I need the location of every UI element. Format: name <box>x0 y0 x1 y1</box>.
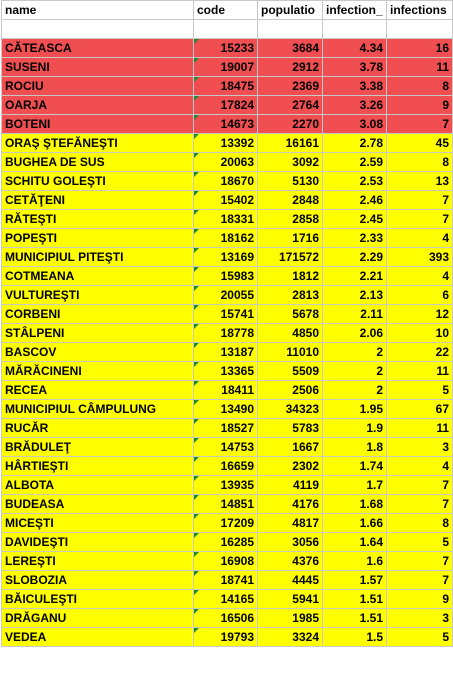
cell-infection-rate[interactable]: 1.7 <box>323 476 387 495</box>
table-row <box>2 96 453 115</box>
cell-population[interactable]: 5678 <box>258 305 323 324</box>
cell-name[interactable]: VEDEA <box>2 628 194 647</box>
table-row <box>2 210 453 229</box>
cell-code[interactable]: 19793 <box>194 628 258 647</box>
cell-population[interactable]: 4850 <box>258 324 323 343</box>
cell-population[interactable]: 4176 <box>258 495 323 514</box>
cell-name[interactable]: RUCĂR <box>2 419 194 438</box>
cell-infection-rate[interactable]: 4.34 <box>323 39 387 58</box>
cell-code[interactable]: 14165 <box>194 590 258 609</box>
cell-population[interactable]: 3684 <box>258 39 323 58</box>
header-cell-code[interactable]: code <box>194 1 258 20</box>
cell-infection-rate[interactable]: 1.66 <box>323 514 387 533</box>
table-row <box>2 590 453 609</box>
cell-name[interactable]: SUSENI <box>2 58 194 77</box>
cell-population[interactable]: 5130 <box>258 172 323 191</box>
cell-population[interactable]: 1812 <box>258 267 323 286</box>
cell-code[interactable]: 15402 <box>194 191 258 210</box>
table-row <box>2 58 453 77</box>
cell-name[interactable]: ROCIU <box>2 77 194 96</box>
table-row <box>2 571 453 590</box>
cell-name[interactable]: BUDEASA <box>2 495 194 514</box>
cell-infections[interactable]: 11 <box>387 58 453 77</box>
cell-code[interactable]: 16908 <box>194 552 258 571</box>
cell-infections[interactable]: 67 <box>387 400 453 419</box>
cell-infection-rate[interactable]: 1.64 <box>323 533 387 552</box>
cell-infections[interactable]: 7 <box>387 476 453 495</box>
table-row <box>2 438 453 457</box>
cell-code[interactable]: 13187 <box>194 343 258 362</box>
cell-infections[interactable]: 7 <box>387 115 453 134</box>
cell-name[interactable]: BASCOV <box>2 343 194 362</box>
cell-infection-rate[interactable]: 1.51 <box>323 609 387 628</box>
table-row <box>2 153 453 172</box>
cell-population[interactable]: 11010 <box>258 343 323 362</box>
cell-population[interactable]: 3056 <box>258 533 323 552</box>
cell-infections[interactable]: 10 <box>387 324 453 343</box>
cell-infections[interactable]: 22 <box>387 343 453 362</box>
cell-infections[interactable]: 11 <box>387 419 453 438</box>
cell-infections[interactable]: 7 <box>387 552 453 571</box>
table-row <box>2 533 453 552</box>
spreadsheet-table <box>1 0 453 647</box>
cell-infections[interactable]: 8 <box>387 77 453 96</box>
cell-code[interactable]: 15233 <box>194 39 258 58</box>
cell-name[interactable]: SLOBOZIA <box>2 571 194 590</box>
cell-name[interactable]: CORBENI <box>2 305 194 324</box>
table-row <box>2 343 453 362</box>
table-row <box>2 457 453 476</box>
table-row <box>2 552 453 571</box>
cell-code[interactable]: 18162 <box>194 229 258 248</box>
cell-infections[interactable]: 8 <box>387 514 453 533</box>
cell-infection-rate[interactable]: 1.9 <box>323 419 387 438</box>
cell-population[interactable]: 2858 <box>258 210 323 229</box>
cell-population[interactable]: 2506 <box>258 381 323 400</box>
cell-population[interactable]: 2813 <box>258 286 323 305</box>
cell-name[interactable]: RĂTEŞTI <box>2 210 194 229</box>
cell-infection-rate[interactable]: 2.11 <box>323 305 387 324</box>
table-row <box>2 419 453 438</box>
cell-population[interactable]: 4376 <box>258 552 323 571</box>
cell-name[interactable]: ORAŞ ŞTEFĂNEŞTI <box>2 134 194 153</box>
cell-infection-rate[interactable]: 2.29 <box>323 248 387 267</box>
cell-infection-rate[interactable]: 2 <box>323 343 387 362</box>
cell-population[interactable]: 2912 <box>258 58 323 77</box>
cell-infection-rate[interactable]: 1.6 <box>323 552 387 571</box>
cell-infections[interactable]: 5 <box>387 533 453 552</box>
cell-name[interactable]: MUNICIPIUL CÂMPULUNG <box>2 400 194 419</box>
header-cell-infection-rate[interactable]: infection_ <box>323 1 387 20</box>
cell-name[interactable]: BRĂDULEŢ <box>2 438 194 457</box>
table-row <box>2 381 453 400</box>
empty-row <box>2 20 453 39</box>
cell-name[interactable]: CETĂŢENI <box>2 191 194 210</box>
cell-infection-rate[interactable]: 1.95 <box>323 400 387 419</box>
cell-infections[interactable]: 4 <box>387 457 453 476</box>
cell-code[interactable]: 13490 <box>194 400 258 419</box>
cell-population[interactable]: 5783 <box>258 419 323 438</box>
cell-infection-rate[interactable]: 1.74 <box>323 457 387 476</box>
table-row <box>2 115 453 134</box>
cell-infections[interactable]: 5 <box>387 628 453 647</box>
cell-code[interactable]: 18741 <box>194 571 258 590</box>
cell-code[interactable]: 17824 <box>194 96 258 115</box>
cell-code[interactable]: 20063 <box>194 153 258 172</box>
cell-code[interactable]: 13935 <box>194 476 258 495</box>
cell-population[interactable]: 2270 <box>258 115 323 134</box>
cell-population[interactable]: 34323 <box>258 400 323 419</box>
cell-code[interactable]: 13169 <box>194 248 258 267</box>
cell-infections[interactable]: 7 <box>387 210 453 229</box>
cell-infection-rate[interactable]: 2 <box>323 381 387 400</box>
cell-infection-rate[interactable]: 2.45 <box>323 210 387 229</box>
table-row <box>2 362 453 381</box>
cell-name[interactable]: OARJA <box>2 96 194 115</box>
cell-code[interactable]: 16285 <box>194 533 258 552</box>
table-row <box>2 77 453 96</box>
table-row <box>2 628 453 647</box>
cell-code[interactable]: 16659 <box>194 457 258 476</box>
cell-population[interactable]: 1716 <box>258 229 323 248</box>
cell-code[interactable]: 15741 <box>194 305 258 324</box>
cell-name[interactable]: DRĂGANU <box>2 609 194 628</box>
cell-population[interactable]: 2764 <box>258 96 323 115</box>
cell-population[interactable]: 1667 <box>258 438 323 457</box>
empty-cell[interactable] <box>258 20 323 39</box>
cell-code[interactable]: 14673 <box>194 115 258 134</box>
cell-population[interactable]: 5509 <box>258 362 323 381</box>
cell-infections[interactable]: 16 <box>387 39 453 58</box>
cell-population[interactable]: 171572 <box>258 248 323 267</box>
cell-infections[interactable]: 12 <box>387 305 453 324</box>
cell-name[interactable]: MĂRĂCINENI <box>2 362 194 381</box>
cell-name[interactable]: VULTUREŞTI <box>2 286 194 305</box>
cell-code[interactable]: 18331 <box>194 210 258 229</box>
cell-code[interactable]: 14851 <box>194 495 258 514</box>
cell-population[interactable]: 4817 <box>258 514 323 533</box>
cell-infection-rate[interactable]: 3.26 <box>323 96 387 115</box>
table-row <box>2 495 453 514</box>
cell-infections[interactable]: 13 <box>387 172 453 191</box>
header-cell-population[interactable]: populatio <box>258 1 323 20</box>
cell-population[interactable]: 4445 <box>258 571 323 590</box>
cell-code[interactable]: 19007 <box>194 58 258 77</box>
cell-name[interactable]: MUNICIPIUL PITEŞTI <box>2 248 194 267</box>
cell-code[interactable]: 18778 <box>194 324 258 343</box>
cell-infections[interactable]: 6 <box>387 286 453 305</box>
cell-name[interactable]: DAVIDEŞTI <box>2 533 194 552</box>
header-cell-name[interactable]: name <box>2 1 194 20</box>
cell-code[interactable]: 18670 <box>194 172 258 191</box>
cell-code[interactable]: 17209 <box>194 514 258 533</box>
table-row <box>2 267 453 286</box>
cell-population[interactable]: 4119 <box>258 476 323 495</box>
cell-infection-rate[interactable]: 1.57 <box>323 571 387 590</box>
table-row <box>2 305 453 324</box>
cell-infections[interactable]: 393 <box>387 248 453 267</box>
table-row <box>2 229 453 248</box>
cell-name[interactable]: COTMEANA <box>2 267 194 286</box>
cell-infections[interactable]: 7 <box>387 495 453 514</box>
cell-population[interactable]: 2848 <box>258 191 323 210</box>
cell-infection-rate[interactable]: 2.06 <box>323 324 387 343</box>
cell-infection-rate[interactable]: 2.59 <box>323 153 387 172</box>
cell-name[interactable]: BĂICULEŞTI <box>2 590 194 609</box>
cell-infection-rate[interactable]: 2.21 <box>323 267 387 286</box>
cell-infection-rate[interactable]: 1.68 <box>323 495 387 514</box>
cell-infection-rate[interactable]: 2.53 <box>323 172 387 191</box>
header-cell-infections[interactable]: infections <box>387 1 453 20</box>
cell-code[interactable]: 14753 <box>194 438 258 457</box>
cell-population[interactable]: 3092 <box>258 153 323 172</box>
cell-name[interactable]: POPEŞTI <box>2 229 194 248</box>
cell-name[interactable]: BUGHEA DE SUS <box>2 153 194 172</box>
cell-infections[interactable]: 4 <box>387 229 453 248</box>
cell-infections[interactable]: 7 <box>387 571 453 590</box>
empty-cell[interactable] <box>387 20 453 39</box>
cell-population[interactable]: 1985 <box>258 609 323 628</box>
table-row <box>2 609 453 628</box>
cell-name[interactable]: MICEŞTI <box>2 514 194 533</box>
cell-code[interactable]: 20055 <box>194 286 258 305</box>
cell-infections[interactable]: 7 <box>387 191 453 210</box>
cell-population[interactable]: 16161 <box>258 134 323 153</box>
table-row <box>2 134 453 153</box>
cell-infection-rate[interactable]: 2.13 <box>323 286 387 305</box>
cell-infections[interactable]: 45 <box>387 134 453 153</box>
cell-infection-rate[interactable]: 2.46 <box>323 191 387 210</box>
cell-code[interactable]: 13365 <box>194 362 258 381</box>
table-row <box>2 476 453 495</box>
table-row <box>2 191 453 210</box>
cell-infections[interactable]: 5 <box>387 381 453 400</box>
cell-infection-rate[interactable]: 3.38 <box>323 77 387 96</box>
cell-infection-rate[interactable]: 3.78 <box>323 58 387 77</box>
table-row <box>2 514 453 533</box>
cell-name[interactable]: LEREŞTI <box>2 552 194 571</box>
cell-name[interactable]: STÂLPENI <box>2 324 194 343</box>
cell-infection-rate[interactable]: 2.78 <box>323 134 387 153</box>
cell-infections[interactable]: 11 <box>387 362 453 381</box>
cell-name[interactable]: HÂRTIEŞTI <box>2 457 194 476</box>
cell-infections[interactable]: 9 <box>387 590 453 609</box>
cell-code[interactable]: 18527 <box>194 419 258 438</box>
cell-infections[interactable]: 4 <box>387 267 453 286</box>
cell-population[interactable]: 2369 <box>258 77 323 96</box>
cell-infection-rate[interactable]: 1.51 <box>323 590 387 609</box>
empty-cell[interactable] <box>323 20 387 39</box>
cell-infection-rate[interactable]: 3.08 <box>323 115 387 134</box>
header-row <box>2 1 453 20</box>
cell-name[interactable]: BOTENI <box>2 115 194 134</box>
cell-code[interactable]: 18475 <box>194 77 258 96</box>
table-row <box>2 172 453 191</box>
cell-population[interactable]: 2302 <box>258 457 323 476</box>
cell-infections[interactable]: 3 <box>387 438 453 457</box>
cell-population[interactable]: 3324 <box>258 628 323 647</box>
cell-infections[interactable]: 9 <box>387 96 453 115</box>
empty-cell[interactable] <box>2 20 194 39</box>
cell-code[interactable]: 15983 <box>194 267 258 286</box>
cell-infection-rate[interactable]: 2.33 <box>323 229 387 248</box>
cell-infection-rate[interactable]: 2 <box>323 362 387 381</box>
table-row <box>2 400 453 419</box>
cell-infection-rate[interactable]: 1.5 <box>323 628 387 647</box>
cell-name[interactable]: RECEA <box>2 381 194 400</box>
table-row <box>2 324 453 343</box>
cell-code[interactable]: 13392 <box>194 134 258 153</box>
cell-name[interactable]: CĂTEASCA <box>2 39 194 58</box>
cell-infections[interactable]: 3 <box>387 609 453 628</box>
empty-cell[interactable] <box>194 20 258 39</box>
table-row <box>2 286 453 305</box>
table-row <box>2 39 453 58</box>
cell-code[interactable]: 16506 <box>194 609 258 628</box>
cell-infections[interactable]: 8 <box>387 153 453 172</box>
cell-name[interactable]: SCHITU GOLEŞTI <box>2 172 194 191</box>
cell-infection-rate[interactable]: 1.8 <box>323 438 387 457</box>
cell-population[interactable]: 5941 <box>258 590 323 609</box>
cell-code[interactable]: 18411 <box>194 381 258 400</box>
cell-name[interactable]: ALBOTA <box>2 476 194 495</box>
table-row <box>2 248 453 267</box>
